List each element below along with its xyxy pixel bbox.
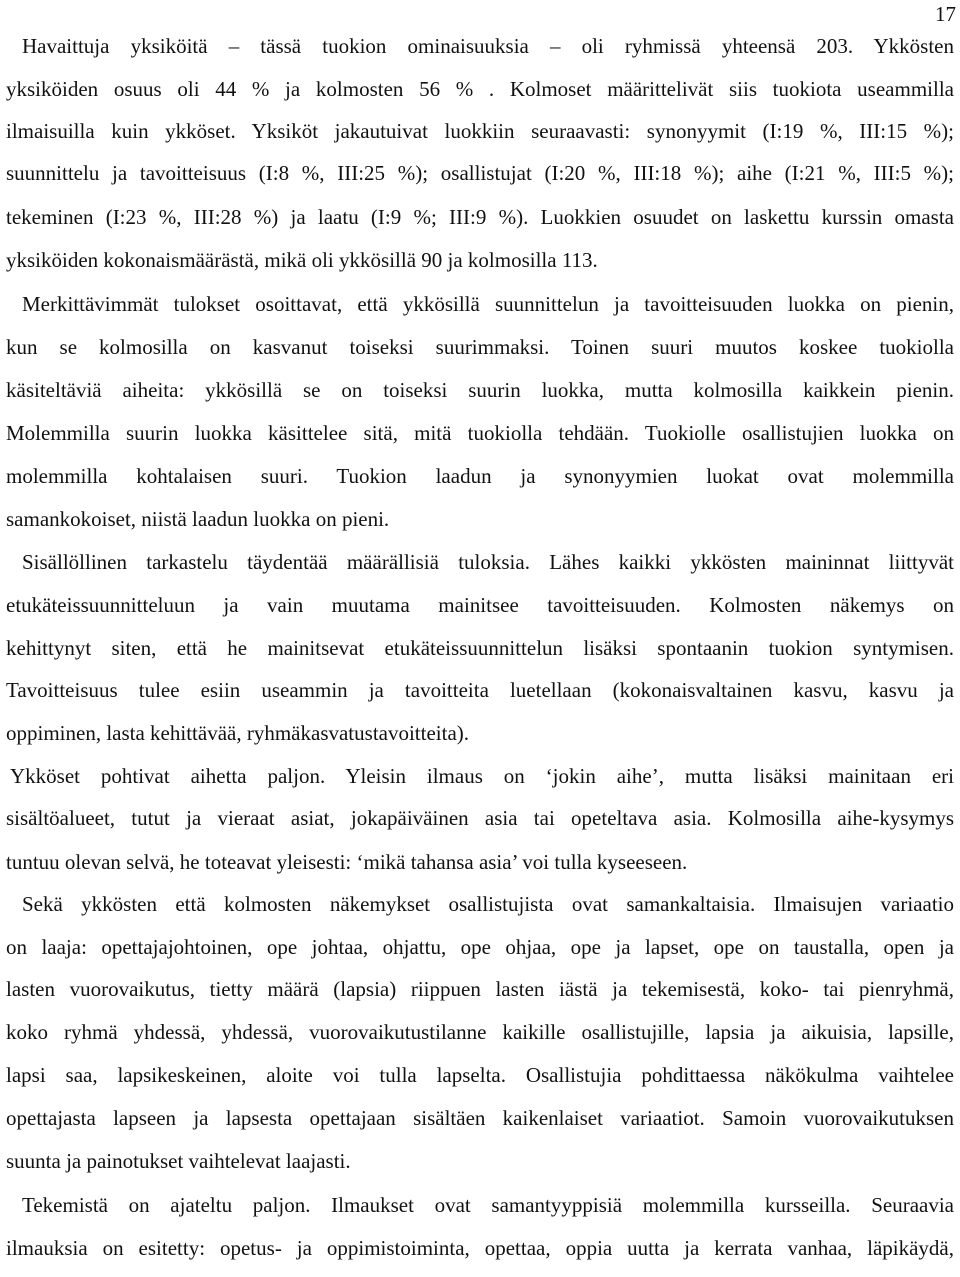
page-number: 17 (935, 2, 956, 26)
text-line: tekeminen (I:23 %, III:28 %) ja laatu (I:9 %; III:9 %). Luokkien osuudet on laskettu kurssin omasta (6, 205, 954, 229)
text-line: Molemmilla suurin luokka käsittelee sitä, mitä tuokiolla tehdään. Tuokiolle osallistujien luokka on (6, 421, 954, 445)
text-line: koko ryhmä yhdessä, yhdessä, vuorovaikutustilanne kaikille osallistujille, lapsia ja aikuisia, lapsille, (6, 1020, 954, 1044)
text-line: suunnittelu ja tavoitteisuus (I:8 %, III:25 %); osallistujat (I:20 %, III:18 %); aihe (I:21 %, III:5 %); (6, 161, 954, 185)
text-line: suunta ja painotukset vaihtelevat laajasti. (6, 1149, 351, 1173)
text-line: Havaittuja yksiköitä – tässä tuokion ominaisuuksia – oli ryhmissä yhteensä 203. Ykkösten (22, 34, 954, 58)
text-line: on laaja: opettajajohtoinen, ope johtaa, ohjattu, ope ohjaa, ope ja lapset, ope on taustalla, open ja (6, 935, 954, 959)
text-line: Sekä ykkösten että kolmosten näkemykset osallistujista ovat samankaltaisia. Ilmaisujen variaatio (22, 892, 954, 916)
text-line: käsiteltäviä aiheita: ykkösillä se on toiseksi suurin luokka, mutta kolmosilla kaikkein pienin. (6, 378, 954, 402)
text-line: Ykköset pohtivat aihetta paljon. Yleisin ilmaus on ‘jokin aihe’, mutta lisäksi mainitaan eri (10, 764, 954, 788)
text-line: Tavoitteisuus tulee esiin useammin ja tavoitteita luetellaan (kokonaisvaltainen kasvu, kasvu ja (6, 678, 954, 702)
text-line: molemmilla kohtalaisen suuri. Tuokion laadun ja synonyymien luokat ovat molemmilla (6, 464, 954, 488)
text-line: opettajasta lapseen ja lapsesta opettajaan sisältäen kaikenlaiset variaatiot. Samoin vuorovaikutuksen (6, 1106, 954, 1130)
text-line: ilmauksia on esitetty: opetus- ja oppimistoiminta, opettaa, oppia uutta ja kerrata vanhaa, läpikäydä, (6, 1236, 954, 1260)
text-line: kehittynyt siten, että he mainitsevat etukäteissuunnittelun lisäksi spontaanin tuokion syntymisen. (6, 636, 954, 660)
text-line: ilmaisuilla kuin ykköset. Yksiköt jakautuivat luokkiin seuraavasti: synonyymit (I:19 %, III:15 %); (6, 119, 954, 143)
text-line: sisältöalueet, tutut ja vieraat asiat, jokapäiväinen asia tai opeteltava asia. Kolmosilla aihe-kysymys (6, 806, 954, 830)
text-line: samankokoiset, niistä laadun luokka on pieni. (6, 507, 390, 531)
text-line: oppiminen, lasta kehittävää, ryhmäkasvatustavoitteita). (6, 721, 470, 745)
text-line: yksiköiden kokonaismäärästä, mikä oli ykkösillä 90 ja kolmosilla 113. (6, 248, 598, 272)
text-line: etukäteissuunnitteluun ja vain muutama mainitsee tavoitteisuuden. Kolmosten näkemys on (6, 593, 954, 617)
text-line: Sisällöllinen tarkastelu täydentää määrällisiä tuloksia. Lähes kaikki ykkösten maininnat liittyvät (22, 550, 954, 574)
text-line: lasten vuorovaikutus, tietty määrä (lapsia) riippuen lasten iästä ja tekemisestä, koko- tai pienryhmä, (6, 977, 954, 1001)
text-line: kun se kolmosilla on kasvanut toiseksi suurimmaksi. Toinen suuri muutos koskee tuokiolla (6, 335, 954, 359)
text-line: Tekemistä on ajateltu paljon. Ilmaukset ovat samantyyppisiä molemmilla kursseilla. Seuraavia (22, 1193, 954, 1217)
text-line: tuntuu olevan selvä, he toteavat yleisesti: ‘mikä tahansa asia’ voi tulla kyseeseen. (6, 850, 688, 874)
text-line: Merkittävimmät tulokset osoittavat, että ykkösillä suunnittelun ja tavoitteisuuden luokka on pienin, (22, 292, 954, 316)
text-line: lapsi saa, lapsikeskeinen, aloite voi tulla lapselta. Osallistujia pohdittaessa näkökulma vaihtelee (6, 1063, 954, 1087)
text-line: yksiköiden osuus oli 44 % ja kolmosten 56 % . Kolmoset määrittelivät siis tuokiota useammilla (6, 77, 954, 101)
